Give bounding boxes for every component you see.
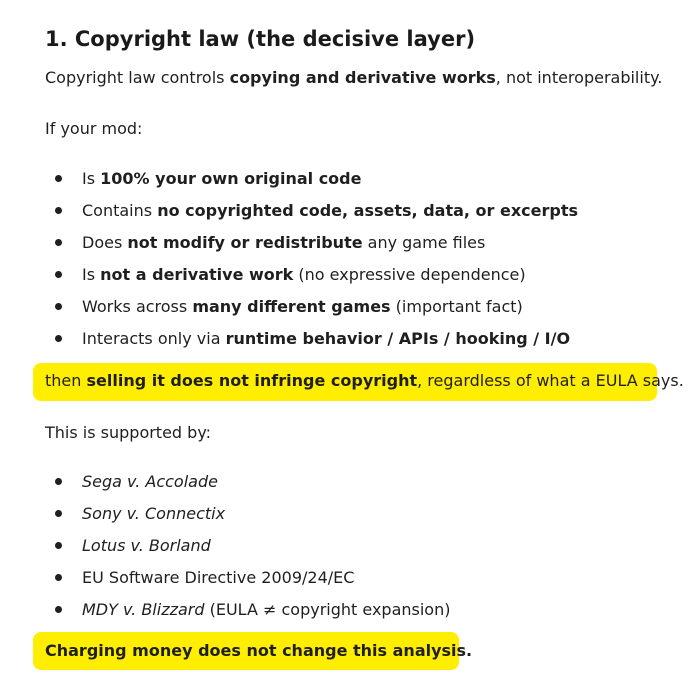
condition-text xyxy=(82,166,361,192)
bullet-icon xyxy=(55,271,62,278)
bullet-icon xyxy=(55,207,62,214)
condition-post: any game files xyxy=(362,233,486,252)
condition-post: (no expressive dependence) xyxy=(293,265,526,284)
bullet-icon xyxy=(55,335,62,342)
case-italic: Sony v. Connectix xyxy=(82,504,226,523)
intro-text-before: Copyright law controls xyxy=(45,68,230,87)
bullet-icon xyxy=(55,510,62,517)
condition-text xyxy=(82,230,485,256)
bullet-icon xyxy=(55,606,62,613)
condition-pre: Is xyxy=(82,169,101,188)
case-text xyxy=(82,565,354,591)
condition-text xyxy=(82,294,523,320)
condition-text xyxy=(82,198,578,224)
condition-bold: many different games xyxy=(192,297,391,316)
condition-bold: 100% your own original code xyxy=(100,169,362,188)
bullet-icon xyxy=(55,239,62,246)
case-text xyxy=(82,501,225,527)
condition-pre: Contains xyxy=(82,201,158,220)
intro-text-bold: copying and derivative works xyxy=(229,68,496,87)
condition-pre: Is xyxy=(82,265,101,284)
intro-paragraph xyxy=(45,66,662,90)
final-paragraph xyxy=(45,639,472,663)
condition-bold: not modify or redistribute xyxy=(127,233,363,252)
case-italic: Lotus v. Borland xyxy=(82,536,211,555)
bullet-icon xyxy=(55,175,62,182)
condition-item xyxy=(0,294,696,320)
final-text: Charging money does not change this analysis. xyxy=(45,641,473,660)
intro-text-after: , not interoperability. xyxy=(495,68,663,87)
condition-pre: Does xyxy=(82,233,128,252)
case-text xyxy=(82,469,218,495)
case-item xyxy=(0,597,696,623)
section-heading: 1. Copyright law (the decisive layer) xyxy=(45,27,476,51)
condition-bold: runtime behavior / APIs / hooking / I/O xyxy=(225,329,571,348)
case-item xyxy=(0,469,696,495)
case-plain: EU Software Directive 2009/24/EC xyxy=(82,568,355,587)
condition-item xyxy=(0,262,696,288)
condition-bold: no copyrighted code, assets, data, or excerpts xyxy=(157,201,579,220)
condition-item xyxy=(0,326,696,352)
case-italic: Sega v. Accolade xyxy=(82,472,218,491)
condition-item xyxy=(0,198,696,224)
if-mod-paragraph: If your mod: xyxy=(45,119,143,138)
conclusion-text-bold: selling it does not infringe copyright xyxy=(86,371,418,390)
condition-bold: not a derivative work xyxy=(100,265,294,284)
condition-post: (important fact) xyxy=(390,297,523,316)
case-item xyxy=(0,533,696,559)
bullet-icon xyxy=(55,542,62,549)
case-plain: (EULA ≠ copyright expansion) xyxy=(204,600,451,619)
case-text xyxy=(82,597,450,623)
conclusion-text-before: then xyxy=(45,371,87,390)
bullet-icon xyxy=(55,303,62,310)
bullet-icon xyxy=(55,478,62,485)
supported-by-paragraph: This is supported by: xyxy=(45,423,212,442)
conclusion-text-after: , regardless of what a EULA says. xyxy=(417,371,684,390)
condition-pre: Works across xyxy=(82,297,193,316)
bullet-icon xyxy=(55,574,62,581)
case-item xyxy=(0,565,696,591)
condition-item xyxy=(0,230,696,256)
case-text xyxy=(82,533,211,559)
condition-text xyxy=(82,262,526,288)
condition-text xyxy=(82,326,570,352)
case-item xyxy=(0,501,696,527)
case-italic: MDY v. Blizzard xyxy=(82,600,205,619)
condition-item xyxy=(0,166,696,192)
condition-pre: Interacts only via xyxy=(82,329,226,348)
conclusion-paragraph xyxy=(45,369,684,393)
